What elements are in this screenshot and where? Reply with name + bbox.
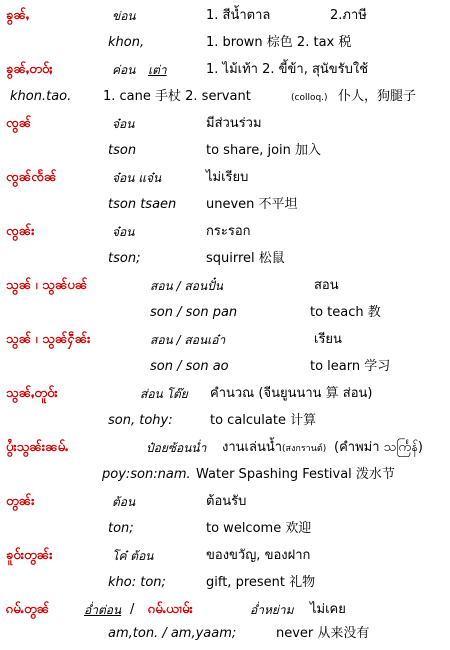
romanization: tson;	[108, 251, 141, 266]
thai-meaning: มีส่วนร่วม	[206, 116, 262, 131]
thai-meaning-note: (สงกรานต์)	[282, 444, 327, 454]
english-meaning: 1. brown 棕色 2. tax 税	[206, 35, 352, 50]
thai-meaning: คำนวณ (จีนยูนนาน 算 ส่อน)	[210, 386, 373, 401]
thai-reading: ต้อน	[112, 495, 136, 509]
entry-tson-tsaen	[0, 168, 450, 194]
shan-word: ၸွၼ်	[6, 116, 32, 131]
thai-reading: ส่อน โต๊ย	[140, 387, 188, 401]
entry-khon-tao-romanization	[0, 87, 450, 113]
romanization: khon.tao.	[10, 89, 72, 104]
thai-reading: ป๋อยซ้อนน่ำ	[146, 441, 207, 455]
thai-meaning: ต้อนรับ	[206, 494, 247, 509]
entry-water-festival	[0, 438, 450, 464]
thai-reading: จ๋อน	[112, 225, 135, 239]
entry-tson-tsaen-romanization	[0, 195, 450, 221]
shan-word: ၸွၼ်း	[6, 224, 35, 239]
romanization: tson tsaen	[108, 197, 177, 212]
thai-reading: สอน / สอนเอ๋า	[150, 333, 226, 347]
thai-meaning: สอน	[314, 278, 339, 293]
entry-gift	[0, 546, 450, 572]
thai-reading-underlined: เต่า	[148, 63, 167, 77]
entry-son-learn-romanization	[0, 357, 450, 383]
entry-tson	[0, 114, 450, 140]
shan-word: ၵမ်ႉတွၼ်	[6, 602, 50, 617]
romanization: son / son ao	[150, 359, 229, 374]
thai-meaning-2: 2.ภาษี	[330, 8, 367, 23]
entry-tson-squirrel	[0, 222, 450, 248]
shan-word: သွၼ် ၊ သွၼ်ပၼ်	[6, 278, 88, 293]
romanization: son / son pan	[150, 305, 238, 320]
english-meaning: never 从来没有	[276, 626, 370, 641]
english-meaning: to welcome 欢迎	[206, 521, 312, 536]
entry-son-calculate	[0, 384, 450, 410]
entry-son-teach-romanization	[0, 303, 450, 329]
entry-never-romanization	[0, 624, 450, 650]
entry-tson-romanization	[0, 141, 450, 167]
thai-meaning: ไม่เรียบ	[206, 170, 249, 185]
thai-reading-alt: อ่ำหย่าม	[250, 603, 294, 617]
english-meaning: to calculate 计算	[210, 413, 317, 428]
shan-word: ၶွၼ်ႇ	[6, 8, 30, 23]
shan-word: ပွႆးသွၼ်းၼမ်ႉ	[6, 440, 69, 455]
shan-word: ၶွၼ်ႇတဝ်ႈ	[6, 62, 53, 77]
entry-son-teach	[0, 276, 450, 302]
shan-word: သွၼ် ၊ သွၼ်ႁဵၼ်း	[6, 332, 91, 347]
entry-ton-welcome	[0, 492, 450, 518]
english-meaning: to share, join 加入	[206, 143, 322, 158]
romanization: am,ton. / am,yaam;	[108, 626, 237, 641]
thai-meaning: งานเล่นน้ำ	[222, 440, 283, 455]
thai-meaning: เรียน	[314, 332, 342, 347]
romanization: ton;	[108, 521, 134, 536]
shan-word-alt: ၵမ်ႉယၢမ်း	[148, 602, 193, 617]
entry-son-calculate-romanization	[0, 411, 450, 437]
english-register-note: (colloq.)	[291, 93, 328, 103]
entry-khon-romanization	[0, 33, 450, 59]
entry-khon	[0, 6, 450, 32]
english-meaning: squirrel 松鼠	[206, 251, 285, 266]
thai-meaning: 1. สีน้ำตาล	[206, 8, 271, 23]
english-meaning: Water Spashing Festival 泼水节	[196, 467, 395, 482]
thai-reading: ข่อน	[112, 9, 136, 23]
romanization: tson	[108, 143, 137, 158]
english-meaning: uneven 不平坦	[206, 197, 298, 212]
entry-tson-squirrel-romanization	[0, 249, 450, 275]
english-meaning-cn: 仆人，狗腿子	[338, 89, 417, 104]
english-meaning: to teach 教	[310, 305, 381, 320]
thai-meaning-2: (คำพม่า သင်္ကြန်)	[334, 440, 423, 455]
thai-meaning: กระรอก	[206, 224, 251, 239]
thai-reading: จ๋อน	[112, 117, 135, 131]
thai-meaning: 1. ไม้เท้า 2. ขี้ข้า, สุนัขรับใช้	[206, 62, 369, 77]
shan-word: ၸွၼ်ၸႅၼ်	[6, 170, 57, 185]
english-meaning: 1. cane 手杖 2. servant	[103, 89, 251, 104]
entry-khon-tao	[0, 60, 450, 86]
thai-reading: สอน / สอนปั๋น	[150, 279, 223, 293]
thai-reading: ค่อน	[112, 63, 136, 77]
separator: /	[130, 602, 135, 617]
romanization: kho: ton;	[108, 575, 166, 590]
thai-reading: อ่ำต่อน	[84, 603, 122, 617]
entry-son-learn	[0, 330, 450, 356]
thai-meaning: ไม่เคย	[310, 602, 346, 617]
shan-word: တွၼ်း	[6, 494, 35, 509]
entry-ton-welcome-romanization	[0, 519, 450, 545]
romanization: son, tohy:	[108, 413, 173, 428]
thai-reading: จ๋อน แจ๋น	[112, 171, 162, 185]
english-meaning: gift, present 礼物	[206, 575, 316, 590]
thai-reading: โค๋ ต้อน	[112, 549, 154, 563]
thai-meaning: ของขวัญ, ของฝาก	[206, 548, 311, 563]
romanization: poy:son:nam.	[102, 467, 191, 482]
entry-water-festival-romanization	[0, 465, 450, 491]
entry-never	[0, 600, 450, 626]
entry-gift-romanization	[0, 573, 450, 599]
romanization: khon,	[108, 35, 145, 50]
shan-word: ၶူဝ်းတွၼ်း	[6, 548, 53, 563]
shan-word: သွၼ်ႇတူဝ်း	[6, 386, 58, 401]
english-meaning: to learn 学习	[310, 359, 391, 374]
